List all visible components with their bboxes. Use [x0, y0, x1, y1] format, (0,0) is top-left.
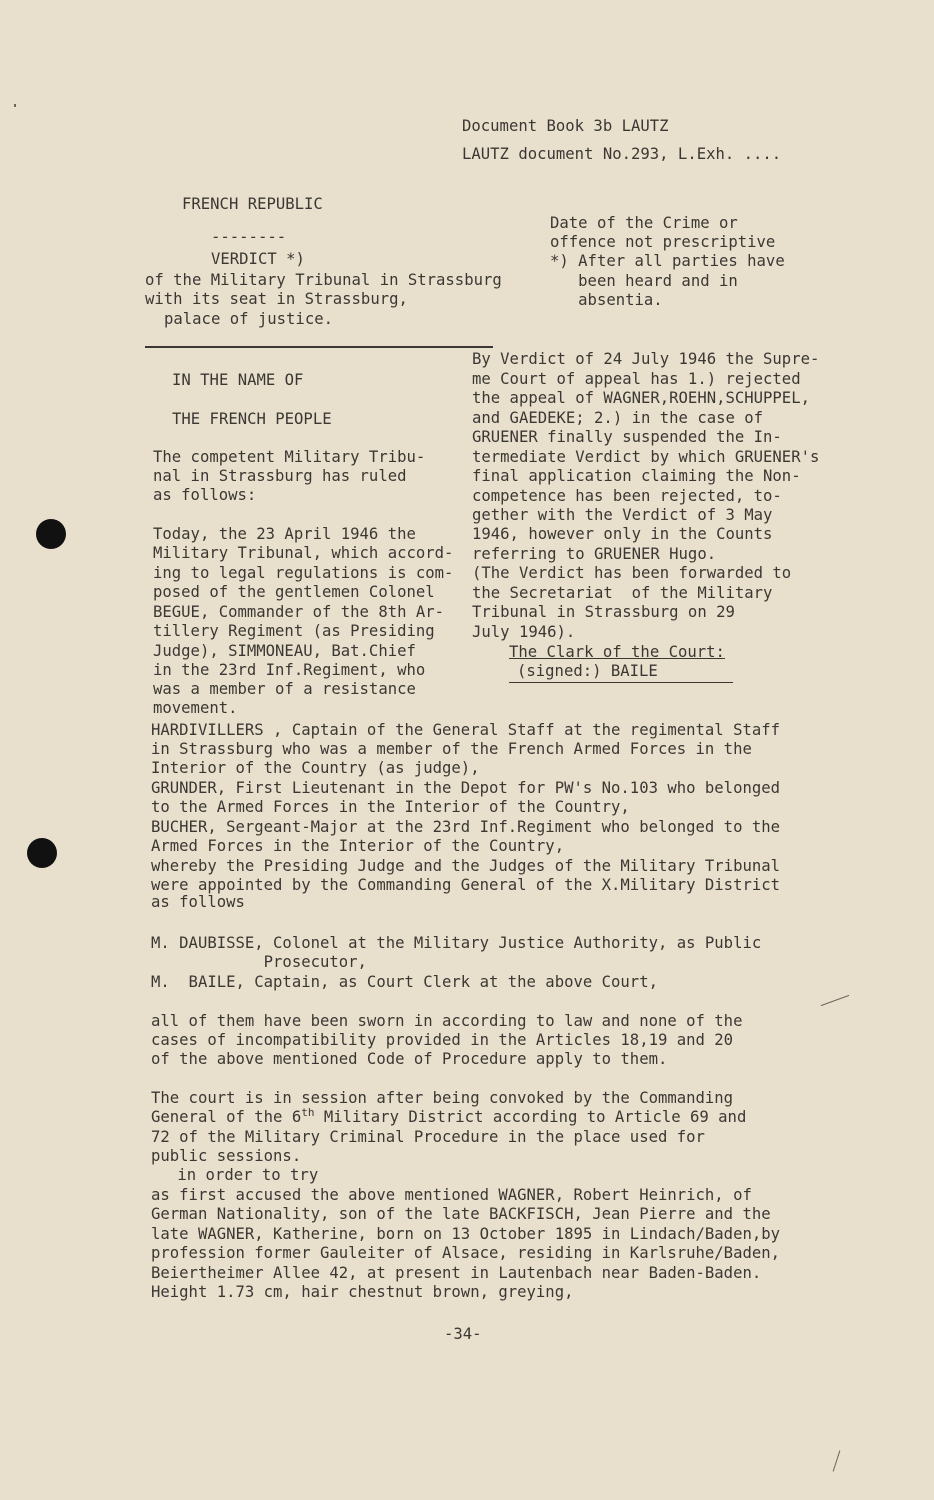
appointee-line: M. DAUBISSE, Colonel at the Military Justice Authority, as Public: [151, 934, 762, 952]
appeal-verdict-line: 1946, however only in the Counts: [472, 525, 773, 543]
french-republic-heading: FRENCH REPUBLIC: [182, 195, 323, 213]
appeal-verdict-line: Tribunal in Strassburg on 29: [472, 603, 735, 621]
session-line: Beiertheimer Allee 42, at present in Lautenbach near Baden-Baden.: [151, 1264, 762, 1282]
session-line-2-end: Military District according to Article 69 and: [314, 1108, 747, 1126]
session-line-2-start: General of the 6: [151, 1108, 302, 1126]
members-line: BUCHER, Sergeant-Major at the 23rd Inf.Regiment who belonged to the: [151, 818, 781, 836]
session-line: in order to try: [168, 1166, 319, 1184]
appointee-line: M. BAILE, Captain, as Court Clerk at the above Court,: [151, 973, 658, 991]
tribunal-ruled-line: The competent Military Tribu-: [153, 448, 426, 466]
appeal-verdict-line: referring to GRUENER Hugo.: [472, 545, 717, 563]
session-line: profession former Gauleiter of Alsace, residing in Karlsruhe/Baden,: [151, 1244, 781, 1262]
appeal-verdict-line: final application claiming the Non-: [472, 467, 801, 485]
today-line: ing to legal regulations is com-: [153, 564, 454, 582]
crime-note-line: Date of the Crime or: [550, 214, 738, 232]
sworn-line: of the above mentioned Code of Procedure apply to them.: [151, 1050, 668, 1068]
members-line: whereby the Presiding Judge and the Judges of the Military Tribunal: [151, 857, 781, 875]
clerk-signed: (signed:) BAILE: [517, 662, 658, 680]
crime-note-line: *) After all parties have: [550, 252, 785, 270]
appeal-verdict-line: GRUENER finally suspended the In-: [472, 428, 782, 446]
members-line: HARDIVILLERS , Captain of the General Staff at the regimental Staff: [151, 721, 781, 739]
today-line: posed of the gentlemen Colonel: [153, 583, 435, 601]
session-line: late WAGNER, Katherine, born on 13 October 1895 in Lindach/Baden,by: [151, 1225, 781, 1243]
verdict-heading: VERDICT *): [211, 250, 305, 268]
appeal-verdict-line: competence has been rejected, to-: [472, 487, 782, 505]
today-line: Today, the 23 April 1946 the: [153, 525, 416, 543]
session-line: as first accused the above mentioned WAGNER, Robert Heinrich, of: [151, 1186, 752, 1204]
session-line: German Nationality, son of the late BACKFISCH, Jean Pierre and the: [151, 1205, 771, 1223]
today-line: movement.: [153, 699, 238, 717]
paper-speck: [821, 995, 850, 1006]
clerk-title: The Clark of the Court:: [509, 643, 725, 661]
ordinal-suffix: th: [301, 1105, 315, 1119]
palace-line: palace of justice.: [164, 310, 333, 328]
members-line: as follows: [151, 893, 245, 911]
session-line: The court is in session after being convoked by the Commanding: [151, 1089, 734, 1107]
members-line: Interior of the Country (as judge),: [151, 759, 480, 777]
members-line: Armed Forces in the Interior of the Country,: [151, 837, 565, 855]
sworn-line: cases of incompatibility provided in the Articles 18,19 and 20: [151, 1031, 734, 1049]
appeal-verdict-line: termediate Verdict by which GRUENER's: [472, 448, 820, 466]
tribunal-ruled-line: nal in Strassburg has ruled: [153, 467, 407, 485]
tribunal-line: of the Military Tribunal in Strassburg: [145, 271, 502, 289]
today-line: tillery Regiment (as Presiding: [153, 622, 435, 640]
appeal-verdict-line: July 1946).: [472, 623, 576, 641]
appeal-verdict-line: (The Verdict has been forwarded to: [472, 564, 792, 582]
appeal-verdict-line: the appeal of WAGNER,ROEHN,SCHUPPEL,: [472, 389, 810, 407]
section-divider: [145, 346, 493, 348]
session-line: Height 1.73 cm, hair chestnut brown, greying,: [151, 1283, 574, 1301]
document-book-label: Document Book 3b LAUTZ: [462, 117, 669, 135]
paper-speck: [833, 1450, 841, 1471]
heading-dashes: --------: [211, 228, 287, 246]
paper-speck: [14, 104, 16, 107]
members-line: in Strassburg who was a member of the French Armed Forces in the: [151, 740, 752, 758]
tribunal-ruled-line: as follows:: [153, 486, 257, 504]
appeal-verdict-line: me Court of appeal has 1.) rejected: [472, 370, 801, 388]
appeal-verdict-line: gether with the Verdict of 3 May: [472, 506, 773, 524]
today-line: in the 23rd Inf.Regiment, who: [153, 661, 426, 679]
french-people: THE FRENCH PEOPLE: [172, 410, 332, 428]
page-number: -34-: [444, 1325, 482, 1343]
members-line: were appointed by the Commanding General of the X.Military District: [151, 876, 781, 894]
crime-note-line: offence not prescriptive: [550, 233, 776, 251]
today-line: Judge), SIMMONEAU, Bat.Chief: [153, 642, 416, 660]
appeal-verdict-line: the Secretariat of the Military: [472, 584, 773, 602]
session-line-2: [151, 1105, 747, 1128]
punch-hole-top: [36, 519, 66, 549]
session-line: 72 of the Military Criminal Procedure in the place used for: [151, 1128, 705, 1146]
appeal-verdict-line: By Verdict of 24 July 1946 the Supre-: [472, 350, 820, 368]
members-line: GRUNDER, First Lieutenant in the Depot for PW's No.103 who belonged: [151, 779, 781, 797]
today-line: BEGUE, Commander of the 8th Ar-: [153, 603, 445, 621]
members-line: to the Armed Forces in the Interior of the Country,: [151, 798, 630, 816]
clerk-underline: [509, 682, 733, 683]
document-number-label: LAUTZ document No.293, L.Exh. ....: [462, 145, 782, 163]
appeal-verdict-line: and GAEDEKE; 2.) in the case of: [472, 409, 764, 427]
crime-note-line: been heard and in: [550, 272, 738, 290]
in-the-name-of: IN THE NAME OF: [172, 371, 304, 389]
session-line: public sessions.: [151, 1147, 302, 1165]
today-line: was a member of a resistance: [153, 680, 416, 698]
punch-hole-bottom: [27, 838, 57, 868]
appointee-line: Prosecutor,: [151, 953, 367, 971]
seat-line: with its seat in Strassburg,: [145, 290, 408, 308]
crime-note-line: absentia.: [550, 291, 663, 309]
sworn-line: all of them have been sworn in according to law and none of the: [151, 1012, 743, 1030]
today-line: Military Tribunal, which accord-: [153, 544, 454, 562]
